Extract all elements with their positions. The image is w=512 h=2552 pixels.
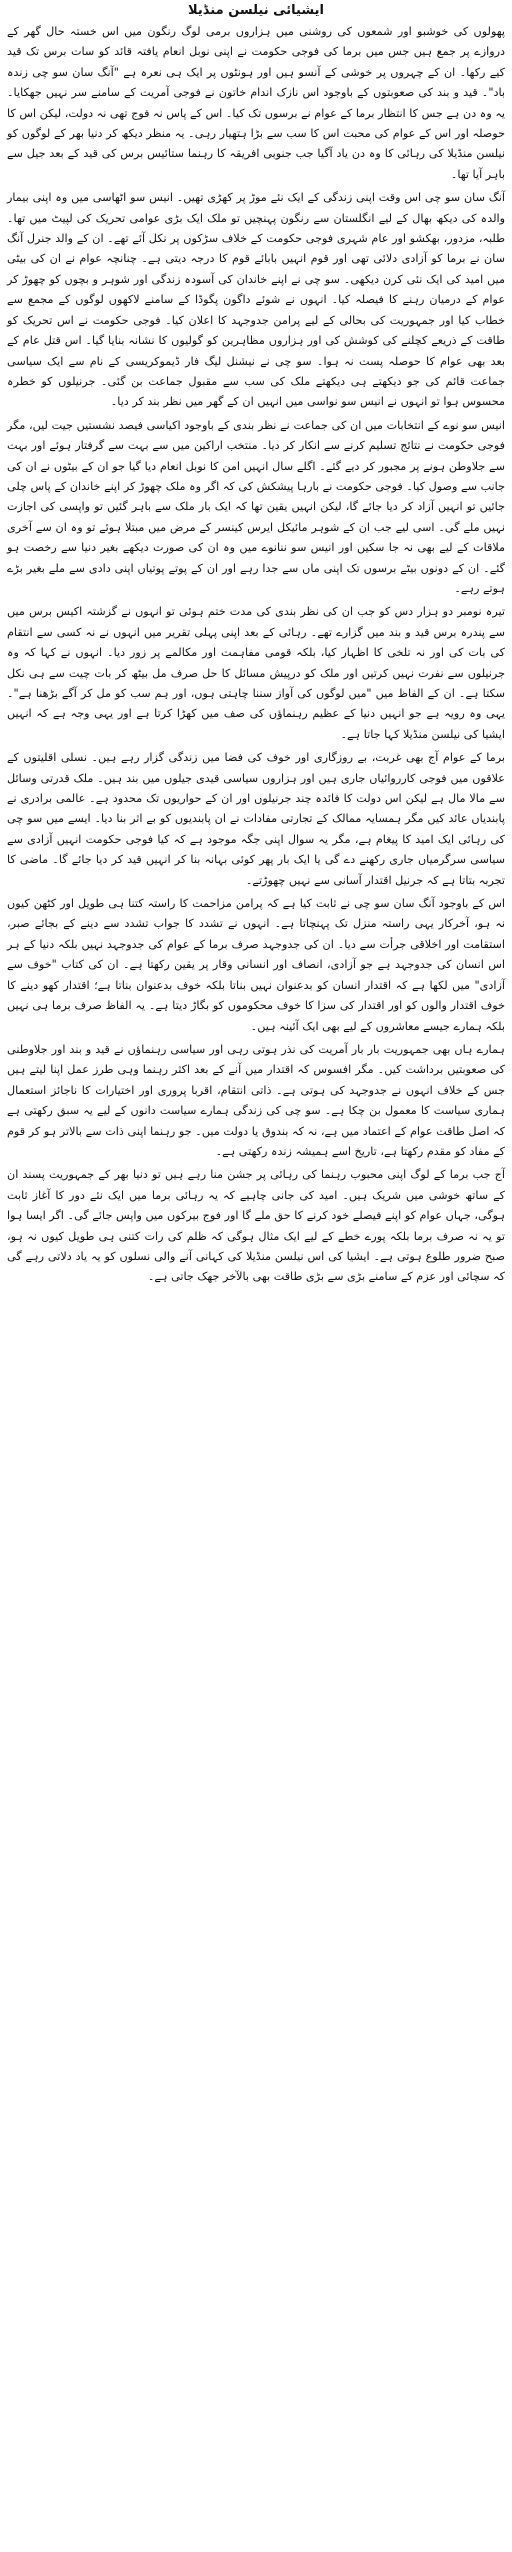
- article-paragraph: تیرہ نومبر دو ہزار دس کو جب ان کی نظر بندی کی مدت ختم ہوئی تو انہوں نے گزشتہ اکیس برس میں سے پندرہ برس قید و بند میں گزارے تھے۔ رہائی کے بعد اپنی پہلی تقریر میں انہوں نے نہ کسی سے انتقام کی بات کی اور نہ تلخی کا اظہار کیا، بلکہ قومی مفاہمت اور مکالمے پر زور دیا۔ انہوں نے کہا کہ وہ جرنیلوں سے نفرت نہیں کرتیں اور ملک کو درپیش مسائل کا حل صرف مل بیٹھ کر بات چیت سے ہی نکل سکتا ہے۔ ان کے الفاظ میں "میں لوگوں کی آواز سننا چاہتی ہوں، اور ہم سب کو مل کر آگے بڑھنا ہے"۔ یہی وہ رویہ ہے جو انہیں دنیا کے عظیم رہنماؤں کی صف میں کھڑا کرتا ہے اور یہی وجہ ہے کہ انہیں ایشیا کی نیلسن منڈیلا کہا جاتا ہے۔: [7, 605, 505, 741]
- article-paragraph: برما کے عوام آج بھی غربت، بے روزگاری اور خوف کی فضا میں زندگی گزار رہے ہیں۔ نسلی اقلیتوں کے علاقوں میں فوجی کارروائیاں جاری ہیں اور ہزاروں سیاسی قیدی جیلوں میں بند ہیں۔ ملک قدرتی وسائل سے مالا مال ہے لیکن اس دولت کا فائدہ چند جرنیلوں اور ان کے حواریوں تک محدود ہے۔ عالمی برادری نے پابندیاں عائد کیں مگر ہمسایہ ممالک کے تجارتی مفادات نے ان پابندیوں کو بے اثر بنا دیا۔ ایسے میں سو چی کی رہائی ایک امید کا پیغام ہے، مگر یہ سوال اپنی جگہ موجود ہے کہ کیا فوجی حکومت انہیں آزادی سے سیاسی سرگرمیاں جاری رکھنے دے گی یا ایک بار پھر کوئی بہانہ بنا کر انہیں قید کر دیا جائے گا۔ ماضی کا تجربہ بتاتا ہے کہ جرنیل اقتدار آسانی سے نہیں چھوڑتے۔: [7, 751, 505, 887]
- article-paragraph: انیس سو نوے کے انتخابات میں ان کی جماعت نے نظر بندی کے باوجود اکیاسی فیصد نشستیں جیت لیں، مگر فوجی حکومت نے نتائج تسلیم کرنے سے انکار کر دیا۔ منتخب اراکین میں سے بہت سے گرفتار ہوئے اور بہت سے جلاوطن ہونے پر مجبور کر دیے گئے۔ اگلے سال انہیں امن کا نوبل انعام دیا گیا جو ان کے بیٹوں نے ان کی جانب سے وصول کیا۔ فوجی حکومت نے بارہا پیشکش کی کہ اگر وہ ملک چھوڑ کر اپنے خاندان کے پاس چلی جائیں تو انہیں آزاد کر دیا جائے گا، لیکن انہیں یقین تھا کہ ایک بار ملک سے باہر گئیں تو واپسی کی اجازت نہیں ملے گی۔ اسی لیے جب ان کے شوہر مائیکل ایرس کینسر کے مرض میں مبتلا ہوئے تو وہ ان سے آخری ملاقات کے لیے بھی نہ جا سکیں اور انیس سو ننانوے میں وہ ان کی صورت دیکھے بغیر دنیا سے رخصت ہو گئے۔ ان کے دونوں بیٹے برسوں تک اپنی ماں سے جدا رہے اور ان کے پوتے پوتیاں اپنی دادی سے ملے بغیر بڑے ہوتے رہے۔: [7, 418, 505, 595]
- article-title: ایشیائی نیلسن منڈیلا: [188, 3, 324, 18]
- article-paragraph: پھولوں کی خوشبو اور شمعوں کی روشنی میں ہزاروں برمی لوگ رنگون میں اس خستہ حال گھر کے دروازے پر جمع ہیں جس میں برما کی فوجی حکومت نے اپنی نوبل انعام یافتہ قائد کو سات برس تک قید کیے رکھا۔ ان کے چہروں پر خوشی کے آنسو ہیں اور ہونٹوں پر ایک ہی نعرہ ہے "آنگ سان سو چی زندہ باد"۔ قید و بند کی صعوبتوں کے باوجود اس نازک اندام خاتون نے فوجی آمریت کے سامنے سر نہیں جھکایا۔ یہ وہ دن ہے جس کا انتظار برما کے عوام نے برسوں تک کیا۔ اس کے پاس نہ فوج تھی نہ دولت، لیکن اس کا حوصلہ اور اس کے عوام کی محبت اس کا سب سے بڑا ہتھیار رہی۔ یہ منظر دیکھ کر دنیا بھر کے لوگوں کو نیلسن منڈیلا کی رہائی کا وہ دن یاد آگیا جب جنوبی افریقہ کا رہنما ستائیس برس کی قید کے بعد جیل سے باہر آیا تھا۔: [7, 25, 505, 181]
- article-body: [7, 22, 505, 1288]
- article-paragraph: آج جب برما کے لوگ اپنی محبوب رہنما کی رہائی پر جشن منا رہے ہیں تو دنیا بھر کے جمہوریت پسند ان کے ساتھ خوشی میں شریک ہیں۔ امید کی جانی چاہیے کہ یہ رہائی برما میں ایک نئے دور کا آغاز ثابت ہوگی، جہاں عوام کو اپنے فیصلے خود کرنے کا حق ملے گا اور فوج بیرکوں میں واپس جائے گی۔ اگر ایسا ہوا تو یہ نہ صرف برما بلکہ پورے خطے کے لیے ایک مثال ہوگی کہ ظلم کی رات کتنی ہی طویل کیوں نہ ہو، صبح ضرور طلوع ہوتی ہے۔ ایشیا کی اس نیلسن منڈیلا کی کہانی آنے والی نسلوں کو یہ یاد دلاتی رہے گی کہ سچائی اور عزم کے سامنے بڑی سے بڑی طاقت بھی بالآخر جھک جاتی ہے۔: [7, 1168, 505, 1284]
- article-paragraph: اس کے باوجود آنگ سان سو چی نے ثابت کیا ہے کہ پرامن مزاحمت کا راستہ کتنا ہی طویل اور کٹھن کیوں نہ ہو، آخرکار یہی راستہ منزل تک پہنچاتا ہے۔ انہوں نے تشدد کا جواب تشدد سے دینے کے بجائے صبر، استقامت اور اخلاقی جرأت سے دیا۔ ان کی جدوجہد صرف برما کے عوام کی جدوجہد نہیں بلکہ دنیا کے ہر اس انسان کی جدوجہد ہے جو آزادی، انصاف اور انسانی وقار پر یقین رکھتا ہے۔ ان کی کتاب "خوف سے آزادی" میں لکھا ہے کہ اقتدار انسان کو بدعنوان نہیں بناتا بلکہ خوف بدعنوان بناتا ہے؛ اقتدار کھو دینے کا خوف اقتدار والوں کو اور اقتدار کی سزا کا خوف محکوموں کو بگاڑ دیتا ہے۔ یہ الفاظ صرف برما ہی نہیں بلکہ ہمارے جیسے معاشروں کے لیے بھی ایک آئینہ ہیں۔: [7, 897, 505, 1033]
- article-paragraph: آنگ سان سو چی اس وقت اپنی زندگی کے ایک نئے موڑ پر کھڑی تھیں۔ انیس سو اٹھاسی میں وہ اپنی بیمار والدہ کی دیکھ بھال کے لیے انگلستان سے رنگون پہنچیں تو ملک ایک بڑی عوامی تحریک کی لپیٹ میں تھا۔ طلبہ، مزدور، بھکشو اور عام شہری فوجی حکومت کے خلاف سڑکوں پر نکل آئے تھے۔ ان کے والد جنرل آنگ سان نے برما کو آزادی دلائی تھی اور قوم انہیں بابائے قوم کا درجہ دیتی ہے۔ چنانچہ عوام نے ان کی بیٹی میں امید کی ایک نئی کرن دیکھی۔ سو چی نے اپنے خاندان کی آسودہ زندگی اور شوہر و بچوں کو چھوڑ کر عوام کے درمیان رہنے کا فیصلہ کیا۔ انہوں نے شوئے داگون پگوڈا کے سامنے لاکھوں لوگوں کے مجمع سے خطاب کیا اور جمہوریت کی بحالی کے لیے پرامن جدوجہد کا اعلان کیا۔ فوجی حکومت نے اس تحریک کو طاقت کے ذریعے کچلنے کی کوشش کی اور ہزاروں مظاہرین کو گولیوں کا نشانہ بنایا گیا۔ اس قتل عام کے بعد بھی عوام کا حوصلہ پست نہ ہوا۔ سو چی نے نیشنل لیگ فار ڈیموکریسی کے نام سے ایک سیاسی جماعت قائم کی جو دیکھتے ہی دیکھتے ملک کی سب سے مقبول جماعت بن گئی۔ جرنیلوں کو خطرہ محسوس ہوا تو انہوں نے انیس سو نواسی میں انہیں ان کے گھر میں نظر بند کر دیا۔: [7, 191, 505, 409]
- article-paragraph: ہمارے ہاں بھی جمہوریت بار بار آمریت کی نذر ہوتی رہی اور سیاسی رہنماؤں نے قید و بند اور جلاوطنی کی صعوبتیں برداشت کیں۔ مگر افسوس کہ اقتدار میں آنے کے بعد اکثر رہنما وہی طرز عمل اپنا لیتے ہیں جس کے خلاف انہوں نے جدوجہد کی ہوتی ہے۔ ذاتی انتقام، اقربا پروری اور اختیارات کا ناجائز استعمال ہماری سیاست کا معمول بن چکا ہے۔ سو چی کی زندگی ہمارے سیاست دانوں کے لیے یہ سبق رکھتی ہے کہ اصل طاقت عوام کے اعتماد میں ہے، نہ کہ بندوق یا دولت میں۔ جو رہنما اپنی ذات سے بالاتر ہو کر قوم کے مفاد کو مقدم رکھتا ہے، تاریخ اسے ہمیشہ زندہ رکھتی ہے۔: [7, 1042, 505, 1158]
